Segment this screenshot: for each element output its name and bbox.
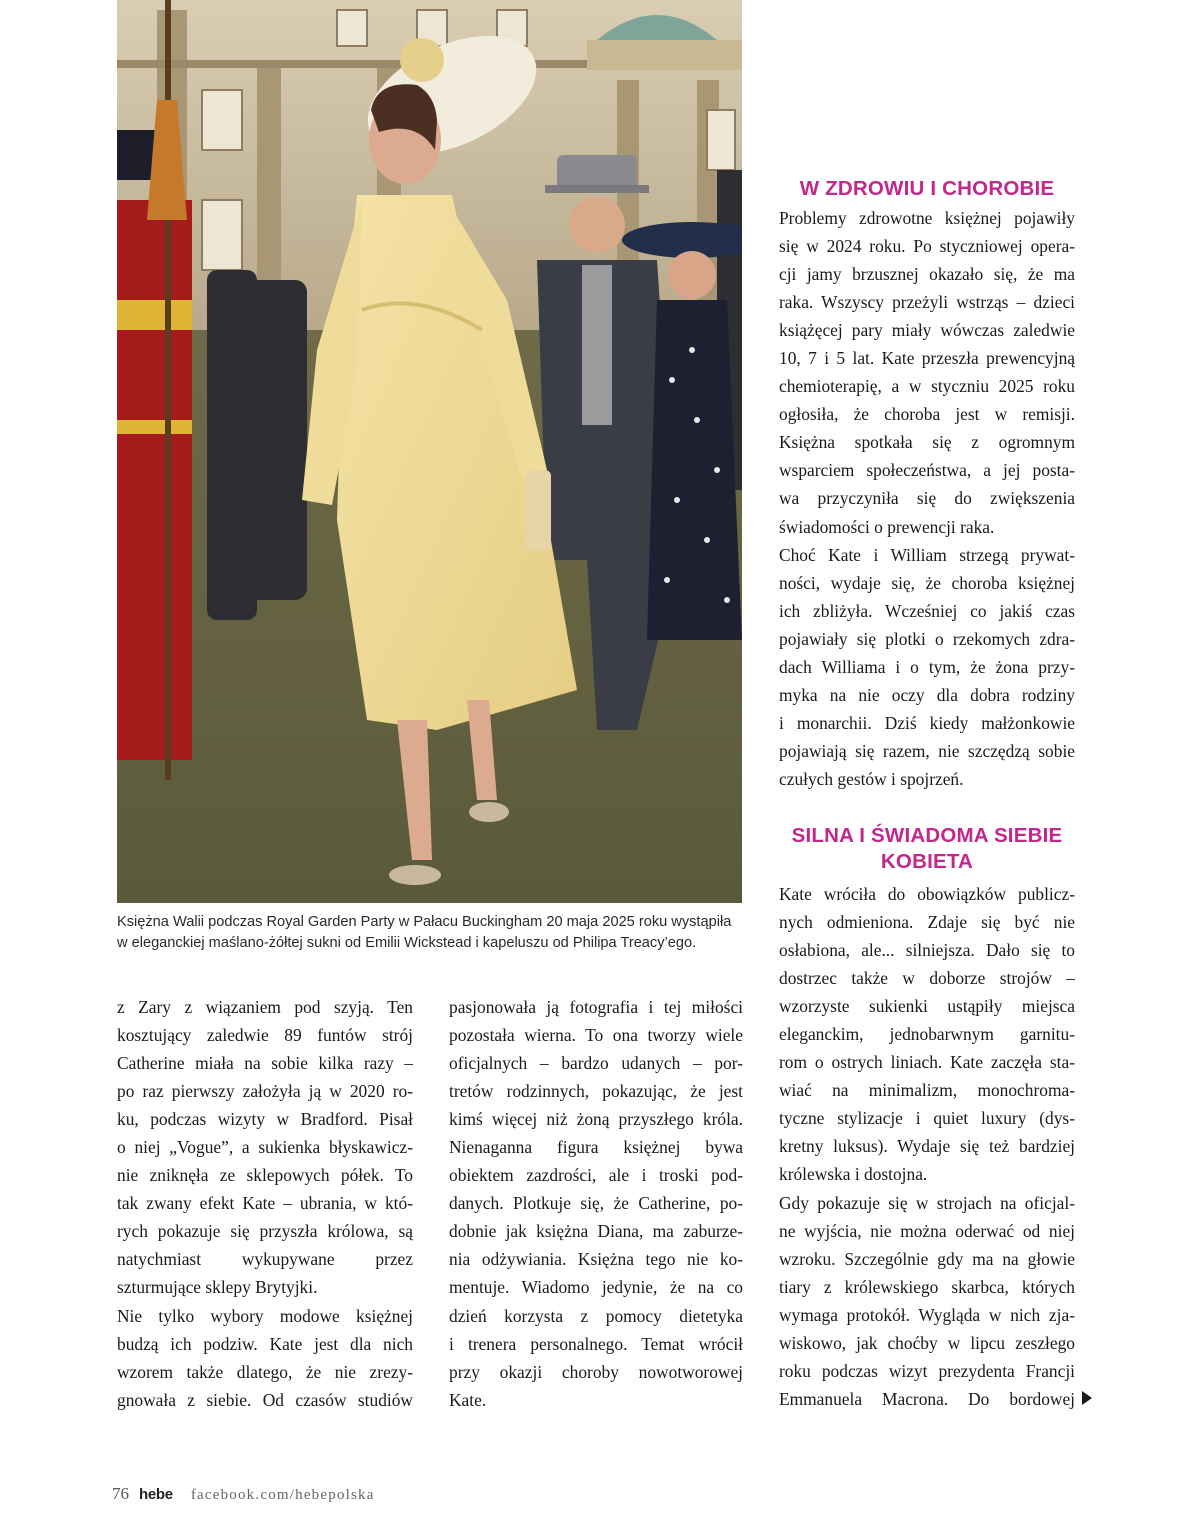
article-column-1 [117, 993, 413, 1414]
text-line: eleganckim, jednobarwnym garnitu- [779, 1024, 1075, 1045]
text-line: Kate. [449, 1389, 487, 1410]
text-line: czułych gestów i spojrzeń. [779, 768, 964, 789]
text-line: 10, 7 i 5 lat. Kate przeszła prewencyjną [779, 348, 1075, 369]
text-line: ności, wydaje się, że choroba księżnej [779, 572, 1075, 593]
text-line: wiskowo, jak choćby w lipcu zeszłego [779, 1332, 1075, 1353]
caption-line: w eleganckiej maślano-żółtej sukni od Emilii Wickstead i kapeluszu od Philipa Treacy’ego. [117, 935, 697, 951]
text-line: osłabiona, ale... silniejsza. Dało się to [779, 940, 1075, 961]
text-line: roku podczas wizyt prezydenta Francji [779, 1360, 1075, 1381]
text-line: Nienaganna figura księżnej bywa [449, 1137, 743, 1158]
text-line: budzą ich podziw. Kate jest dla nich [117, 1333, 413, 1354]
page-footer [112, 1484, 375, 1506]
text-line: o niej „Vogue”, a sukienka błyskawicz- [117, 1137, 413, 1158]
text-line: ogłosiła, że choroba jest w remisji. [779, 404, 1075, 425]
text-line: mentuje. Wiadomo jedynie, że na co [449, 1277, 743, 1298]
text-line: rom o ostrych liniach. Kate zaczęła sta- [779, 1052, 1075, 1073]
text-line: Choć Kate i William strzegą prywat- [779, 544, 1075, 565]
text-line: cji jamy brzusznej okazało się, że ma [779, 264, 1075, 285]
text-line: dostrzec także w doborze strojów – [779, 968, 1075, 989]
text-line: dach Williama i o tym, że żona przy- [779, 656, 1075, 677]
text-line: wsparciem społeczeństwa, a jej posta- [779, 460, 1075, 481]
text-line: pozostała wierna. To ona tworzy wiele [449, 1025, 743, 1046]
text-line: pojawiały się plotki o rzekomych zdra- [779, 628, 1075, 649]
text-line: pojawiają się razem, nie szczędzą sobie [779, 740, 1075, 761]
text-line: tiary z królewskiego skarbca, których [779, 1276, 1075, 1297]
text-line: Gdy pokazuje się w strojach na oficjal- [779, 1192, 1075, 1213]
text-line: dobnie jak księżna Diana, ma zaburze- [449, 1221, 743, 1242]
text-line: Problemy zdrowotne księżnej pojawiły [779, 208, 1075, 228]
text-line: z Zary z wiązaniem pod szyją. Ten [117, 997, 413, 1017]
text-line: pasjonowała ją fotografia i tej miłości [449, 997, 743, 1017]
heading-line: SILNA I ŚWIADOMA SIEBIE [791, 824, 1063, 847]
photo-illustration [117, 0, 742, 903]
brand-logo: hebe [139, 1486, 173, 1503]
continue-arrow-icon [1082, 1391, 1092, 1405]
facebook-link[interactable]: facebook.com/hebepolska [190, 1487, 375, 1503]
photo-caption [117, 912, 757, 954]
text-line: szturmujące sklepy Brytyjki. [117, 1277, 318, 1298]
text-line: kretny luksus). Wydaje się też bardziej [779, 1136, 1075, 1157]
text-line: książęcej pary miały wówczas zaledwie [779, 320, 1075, 341]
text-line: nych odmieniona. Zdaje się być nie [779, 912, 1075, 933]
text-line: gnowała z siebie. Od czasów studiów [117, 1389, 413, 1410]
text-line: i trenera personalnego. Temat wrócił [449, 1333, 743, 1354]
text-line: tretów rodzinnych, pokazując, że jest [449, 1081, 743, 1102]
text-line: wzroku. Szczególnie gdy ma na głowie [779, 1248, 1075, 1269]
text-line: chemioterapię, a w styczniu 2025 roku [779, 376, 1075, 397]
text-line: Kate wróciła do obowiązków publicz- [779, 884, 1075, 904]
text-line: przy okazji choroby nowotworowej [449, 1361, 743, 1382]
text-line: ich zbliżyła. Wcześniej co jakiś czas [779, 600, 1075, 621]
article-column-3-section-2 [779, 880, 1075, 1413]
text-line: kimś więcej niż żoną przyszłego króla. [449, 1109, 743, 1130]
text-line: Catherine miała na sobie kilka razy – [117, 1053, 413, 1074]
text-line: Nie tylko wybory modowe księżnej [117, 1305, 413, 1326]
text-line: nie zniknęła ze sklepowych półek. To [117, 1165, 413, 1186]
article-column-3-section-1 [779, 204, 1075, 793]
caption-line: Księżna Walii podczas Royal Garden Party w Pałacu Buckingham 20 maja 2025 roku wystąpiła [117, 914, 732, 930]
heading-line: KOBIETA [880, 850, 974, 873]
section-heading-health: W ZDROWIU I CHOROBIE [799, 177, 1055, 200]
text-line: oficjalnych – bardzo udanych – por- [449, 1053, 743, 1074]
text-line: wa przyczyniła się do zwiększenia [779, 488, 1075, 509]
text-line: ku, podczas wizyty w Bradford. Pisał [117, 1109, 413, 1130]
text-line: i monarchii. Dziś kiedy małżonkowie [779, 712, 1075, 733]
page-number: 76 [112, 1484, 129, 1503]
text-line: po raz pierwszy założyła ją w 2020 ro- [117, 1081, 413, 1102]
text-line: tak zwany efekt Kate – ubrania, w któ- [117, 1193, 413, 1214]
text-line: nia odżywiania. Księżna tego nie ko- [449, 1249, 743, 1270]
text-line: świadomości o prewencji raka. [779, 516, 995, 537]
article-column-2 [449, 993, 743, 1414]
text-line: ne wyjścia, nie można oderwać od niej [779, 1220, 1075, 1241]
text-line: danych. Plotkuje się, że Catherine, po- [449, 1193, 743, 1214]
text-line: królewska i dostojna. [779, 1164, 928, 1185]
text-line: wiać na minimalizm, monochroma- [779, 1080, 1075, 1101]
text-line: wzorem także dlatego, że nie zrezy- [117, 1361, 413, 1382]
section-heading-strong-woman [779, 823, 1075, 875]
text-line: dzień korzysta z pomocy dietetyka [449, 1305, 743, 1326]
text-line: wymaga protokół. Wygląda w nich zja- [779, 1304, 1075, 1325]
text-line: rych pokazuje się przyszła królowa, są [117, 1221, 413, 1242]
text-line: się w 2024 roku. Po styczniowej opera- [779, 236, 1075, 257]
text-line: obiektem zazdrości, ale i troski pod- [449, 1165, 743, 1186]
text-line: Księżna spotkała się z ogromnym [779, 432, 1075, 453]
garden-party-photo [117, 0, 742, 903]
text-line: myka na nie oczy dla dobra rodziny [779, 684, 1075, 705]
text-line: Emmanuela Macrona. Do bordowej [779, 1388, 1075, 1409]
text-line: tyczne stylizacje i quiet luxury (dys- [779, 1108, 1075, 1129]
text-line: kosztujący zaledwie 89 funtów strój [117, 1025, 413, 1046]
text-line: raka. Wszyscy przeżyli wstrząs – dzieci [779, 292, 1075, 313]
text-line: wzorzyste sukienki ustąpiły miejsca [779, 996, 1075, 1017]
text-line: natychmiast wykupywane przez [117, 1249, 413, 1270]
